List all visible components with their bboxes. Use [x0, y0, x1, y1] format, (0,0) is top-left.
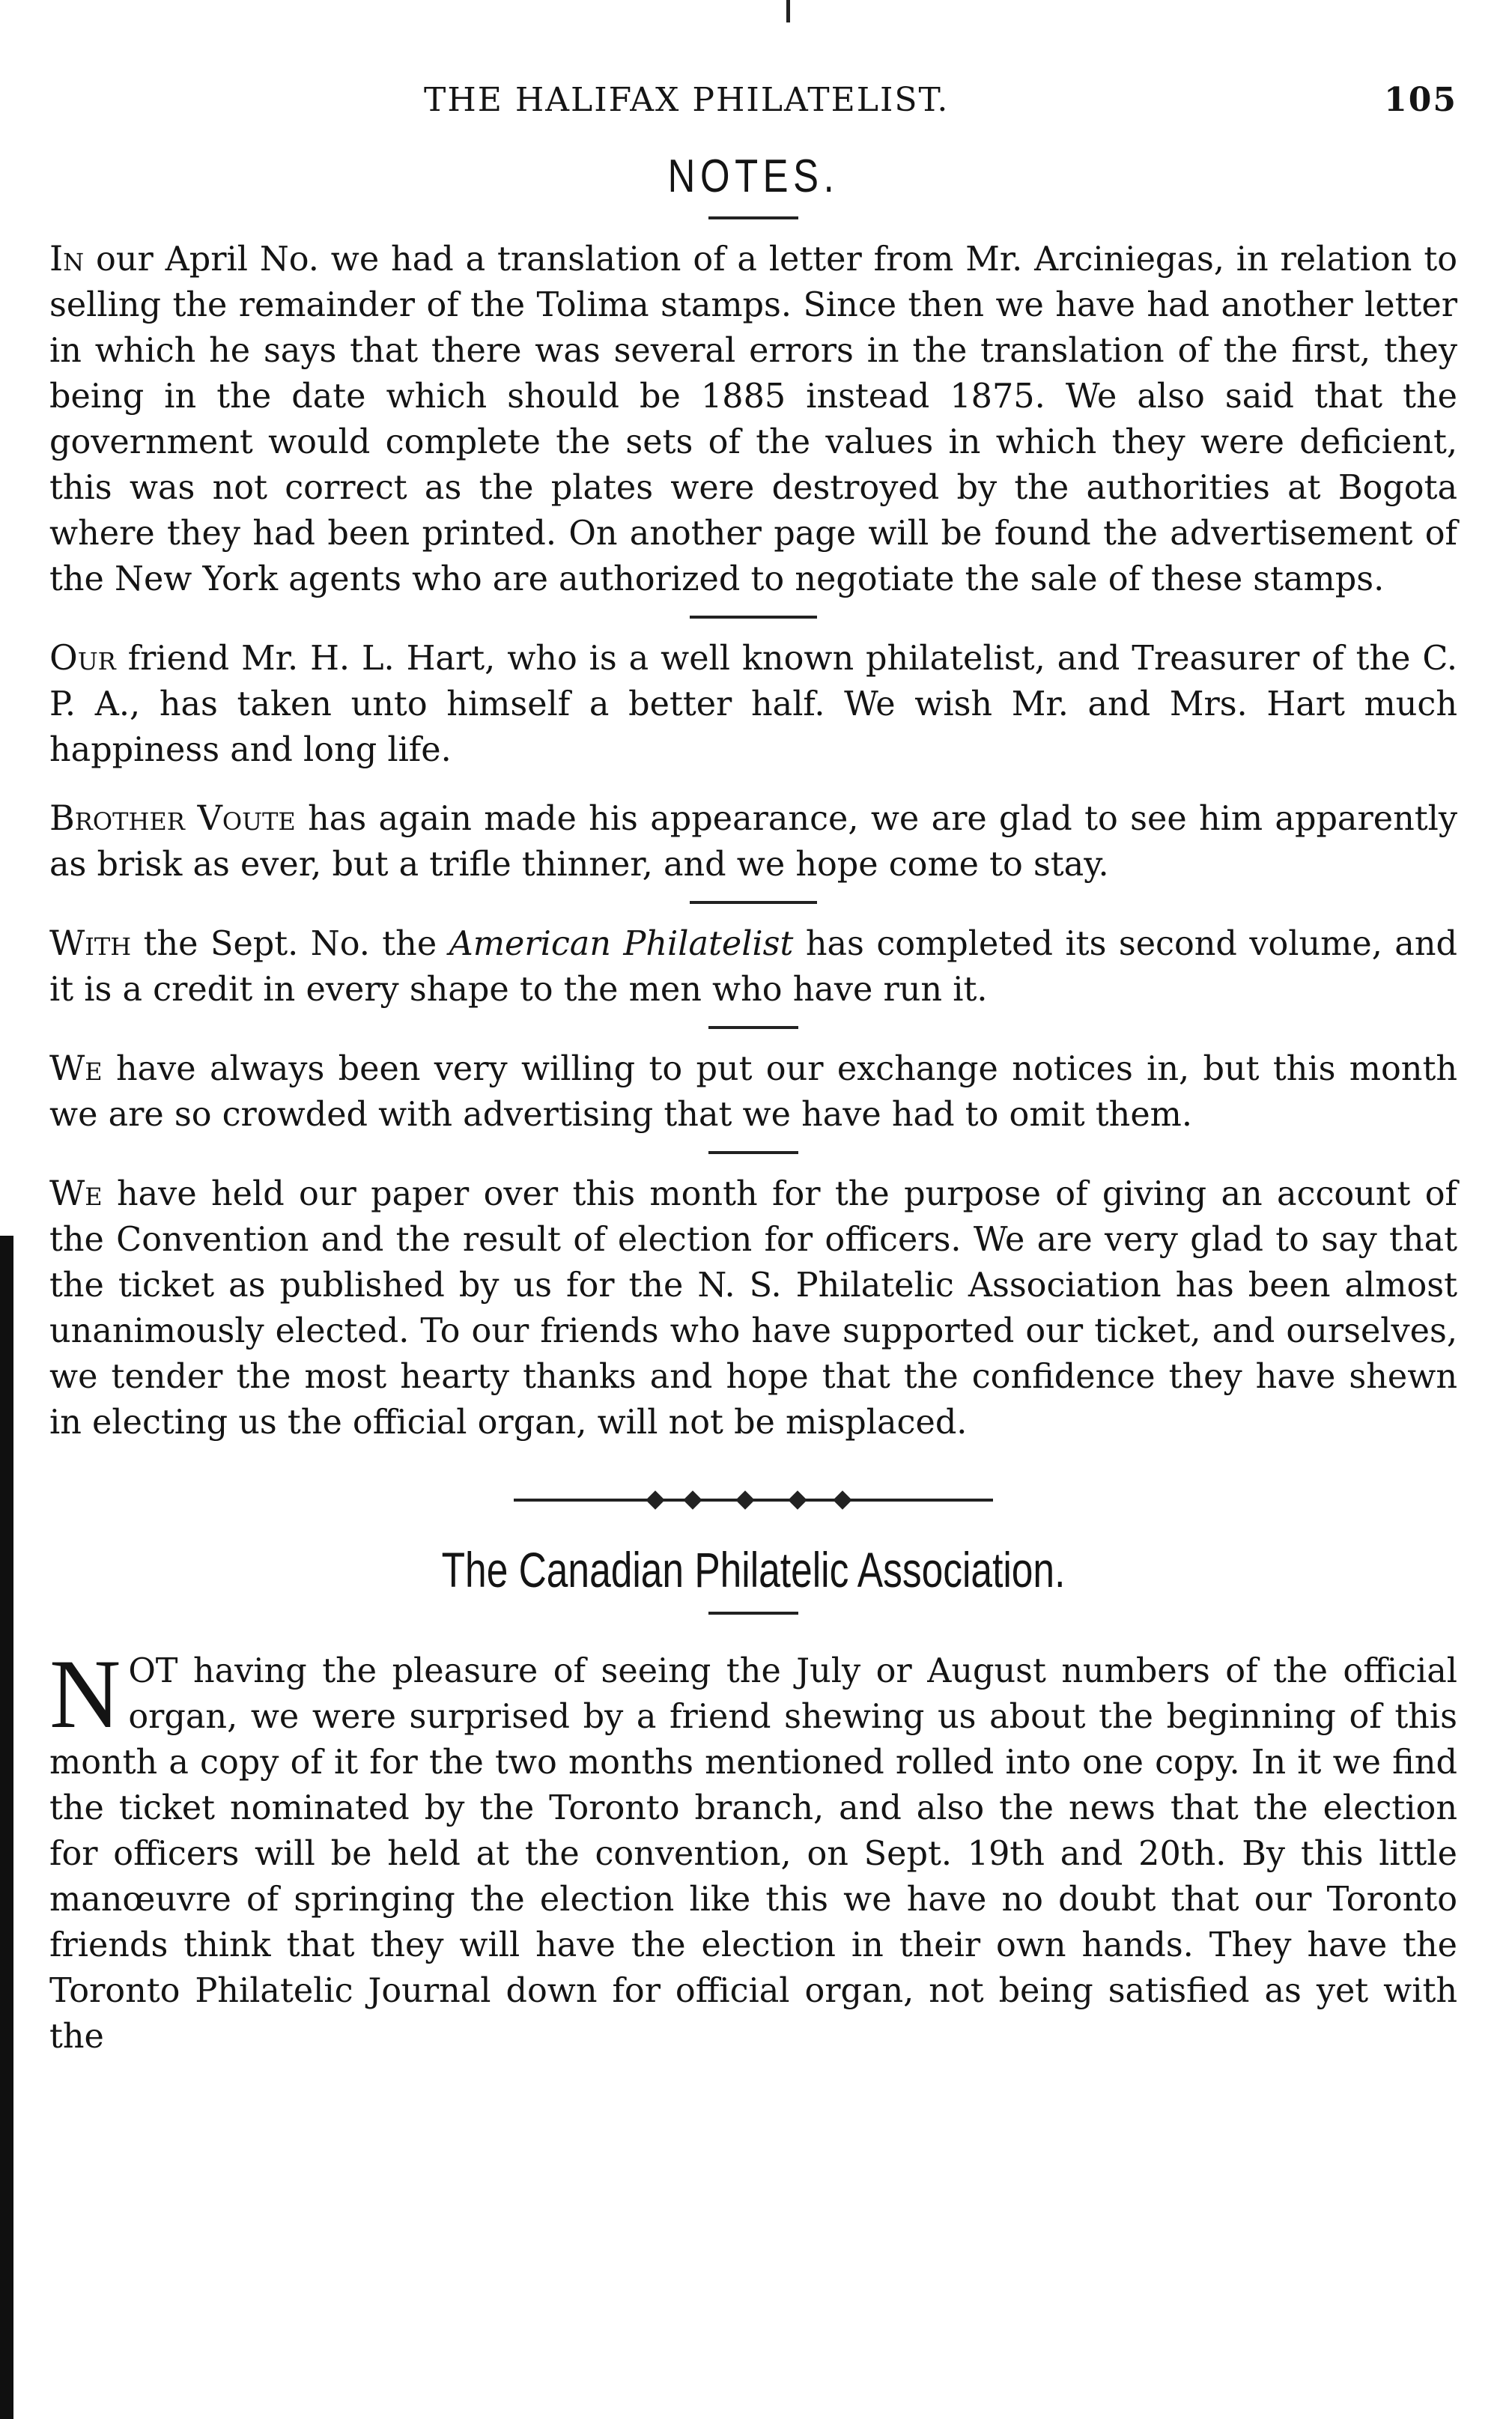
journal-title: American Philatelist	[449, 925, 794, 963]
note-text: have held our paper over this month for the purpose of giving an account of the Convention and the result of election for officers. We are very glad to say that the ticket as published by us for the N. S. Philatelic Association has been almost unanimously elected. To our friends who have supported our ticket, and ourselves, we tender the most hearty thanks and hope that the confidence they have shewn in electing us the official organ, will not be misplaced.	[49, 1175, 1457, 1442]
note-text: has again made his appearance, we are glad to see him apparently as brisk as ever, but a trifle thinner, and we hope come to stay.	[49, 800, 1457, 884]
note-text: have always been very willing to put our exchange notices in, but this month we are so crowded with advertising that we have had to omit them.	[49, 1050, 1457, 1134]
note-lead: Our	[49, 637, 116, 678]
article-text: having the pleasure of seeing the July or August numbers of the official organ, we were surprised by a friend shewing us about the beginning of this month a copy of it for the two months mentioned rolled into one copy. In it we find the ticket nominated by the Toronto branch, and also the news that the election for officers will be held at the convention, on Sept. 19th and 20th. By this little manœuvre of springing the election like this we have no doubt that our Toronto friends think that they will have the election in their own hands. They have the Toronto Philatelic Journal down for official organ, not being satisfied as yet with the	[49, 1651, 1457, 2056]
ornament-diamond	[788, 1490, 807, 1509]
note-paragraph	[49, 920, 1457, 1013]
binding-edge	[0, 1236, 13, 2419]
divider	[708, 1026, 798, 1029]
drop-cap: N	[49, 1638, 121, 1749]
note-lead: With	[49, 923, 132, 963]
running-title: THE HALIFAX PHILATELIST.	[424, 81, 950, 119]
ornament-diamond	[683, 1490, 702, 1509]
note-text: friend Mr. H. L. Hart, who is a well known philatelist, and Treasurer of the C. P. A., has taken unto himself a better half. We wish Mr. and Mrs. Hart much happiness and long life.	[49, 640, 1457, 769]
article-paragraph	[49, 1638, 1457, 2060]
top-edge-mark	[786, 0, 790, 22]
ornamental-rule	[514, 1489, 993, 1511]
running-head	[49, 67, 1457, 127]
page-number: 105	[1384, 81, 1457, 119]
note-paragraph	[49, 635, 1457, 773]
article-lead: OT	[128, 1651, 178, 1690]
ornament-diamond	[833, 1490, 851, 1509]
divider	[690, 901, 817, 904]
divider	[708, 1151, 798, 1154]
ornament-diamond	[646, 1490, 664, 1509]
note-lead: Brother Voute	[49, 798, 296, 838]
divider	[708, 216, 798, 219]
note-paragraph	[49, 1045, 1457, 1138]
note-lead: We	[49, 1048, 103, 1088]
note-text: has completed its second volume, and it is a credit in every shape to the men who have run it.	[49, 925, 1457, 1009]
divider	[708, 1612, 798, 1615]
note-lead: In	[49, 238, 85, 279]
note-lead: We	[49, 1173, 103, 1213]
ornament-diamond	[735, 1490, 754, 1509]
note-text: the Sept. No. the	[131, 925, 449, 963]
note-text: our April No. we had a translation of a letter from Mr. Arciniegas, in relation to selling the remainder of the Tolima stamps. Since then we have had another letter in which he says that there was several errors in the translation of the first, they being in the date which should be 1885 instead 1875. We also said that the government would complete the sets of the values in which they were deficient, this was not correct as the plates were destroyed by the authorities at Bogota where they had been printed. On another page will be found the advertisement of the New York agents who are authorized to negotiate the sale of these stamps.	[49, 240, 1457, 598]
article-title: The Canadian Philatelic Association.	[441, 1542, 1066, 1597]
divider	[690, 616, 817, 619]
note-paragraph	[49, 1171, 1457, 1445]
notes-title: NOTES.	[667, 151, 840, 202]
note-paragraph	[49, 795, 1457, 887]
page	[49, 67, 1457, 2092]
note-paragraph	[49, 236, 1457, 602]
